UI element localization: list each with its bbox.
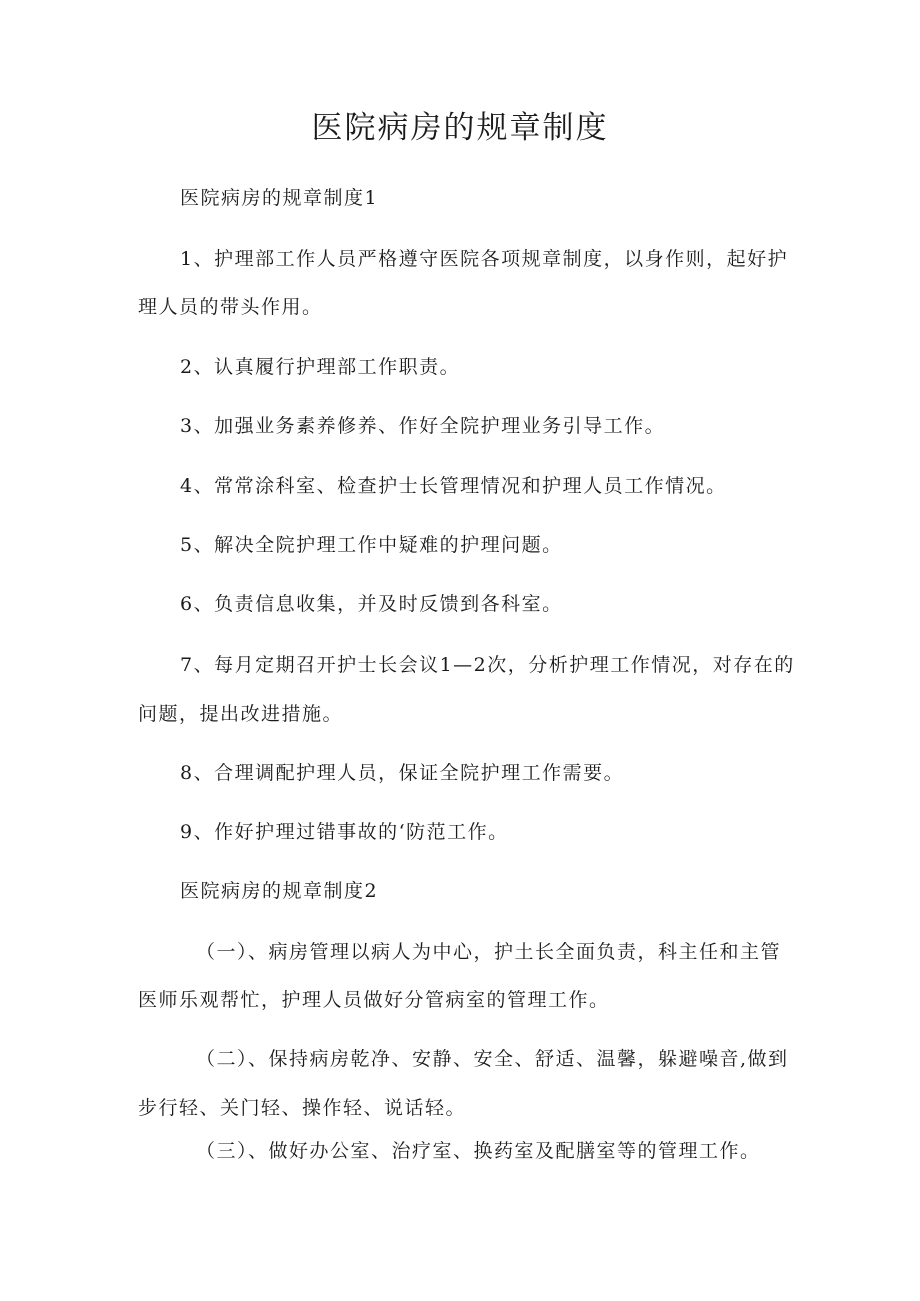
rule-item-a-line1: （一）、病房管理以病人为中心，护土长全面负责，科主任和主管 — [196, 941, 782, 963]
rule-item-1-line1: 1、护理部工作人员严格遵守医院各项规章制度，以身作则，起好护 — [180, 248, 789, 270]
rule-item-b-line1: （二）、保持病房乾净、安静、安全、舒适、温馨，躲避噪音,做到 — [196, 1048, 789, 1070]
document-title: 医院病房的规章制度 — [311, 110, 609, 146]
rule-item-8: 8、合理调配护理人员，保证全院护理工作需要。 — [180, 762, 625, 784]
rule-item-1-line2: 理人员的带头作用。 — [138, 296, 323, 318]
rule-item-b-line2: 步行轻、关门轻、操作轻、说话轻。 — [138, 1097, 467, 1119]
rule-item-7-line2: 问题，提出改进措施。 — [138, 703, 344, 725]
rule-item-3: 3、加强业务素养修养、作好全院护理业务引导工作。 — [180, 415, 666, 437]
section-heading-2: 医院病房的规章制度2 — [180, 880, 379, 902]
rule-item-7-line1: 7、每月定期召开护士长会议1—2次，分析护理工作情况，对存在的 — [180, 654, 795, 676]
rule-item-c: （三）、做好办公室、治疗室、换药室及配膳室等的管理工作。 — [196, 1140, 761, 1162]
rule-item-6: 6、负责信息收集，并及时反馈到各科室。 — [180, 593, 563, 615]
rule-item-4: 4、常常涂科室、检查护士长管理情况和护理人员工作情况。 — [180, 475, 727, 497]
rule-item-5: 5、解决全院护理工作中疑难的护理问题。 — [180, 534, 563, 556]
rule-item-9: 9、作好护理过错事故的‘防范工作。 — [180, 821, 509, 843]
rule-item-a-line2: 医师乐观帮忙，护理人员做好分管病室的管理工作。 — [138, 989, 610, 1011]
section-heading-1: 医院病房的规章制度1 — [180, 187, 379, 209]
rule-item-2: 2、认真履行护理部工作职责。 — [180, 356, 461, 378]
